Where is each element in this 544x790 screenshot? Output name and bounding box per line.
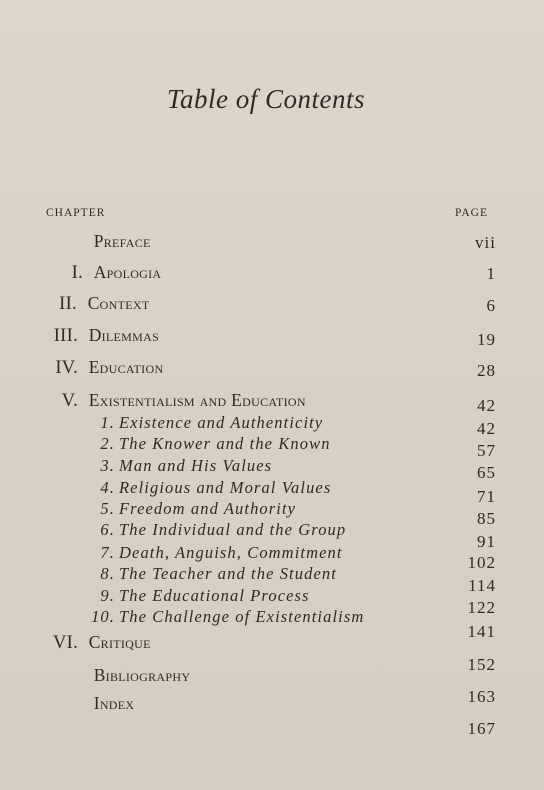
toc-subentry (83, 607, 364, 627)
subentry-title: Man and His Values (119, 456, 273, 475)
toc-subentry (83, 543, 343, 563)
toc-subentry (83, 478, 331, 498)
page-number: 114 (468, 576, 496, 595)
page-number: 57 (477, 441, 496, 460)
page-number: 85 (477, 509, 496, 528)
chapter-numeral: IV. (55, 358, 78, 378)
chapter-title: Context (87, 293, 150, 313)
chapter-title: Apologia (93, 262, 162, 282)
page-number: 28 (477, 361, 496, 380)
chapter-numeral: III. (53, 326, 78, 346)
page-number: 141 (467, 622, 496, 641)
page-number: 163 (467, 687, 496, 706)
toc-entry-apologia (36, 262, 161, 284)
chapter-title: Education (88, 357, 164, 377)
chapter-numeral: II. (59, 294, 77, 314)
toc-subentry (83, 499, 296, 519)
toc-subentry (83, 456, 272, 476)
subentry-number: 3. (100, 456, 115, 475)
chapter-title: Bibliography (93, 665, 191, 685)
subentry-number: 9. (100, 586, 115, 605)
page-number: 6 (486, 296, 496, 315)
subentry-title: Existence and Authenticity (119, 413, 324, 432)
toc-entry-bibliography (36, 665, 190, 686)
subentry-title: The Challenge of Existentialism (119, 607, 365, 626)
page-number: 19 (477, 330, 496, 349)
chapter-title: Existentialism and Education (88, 390, 306, 410)
page-number: 42 (477, 396, 496, 415)
page-number: 167 (467, 719, 496, 738)
page-number: 42 (477, 419, 496, 438)
subentry-title: The Teacher and the Student (119, 564, 337, 583)
toc-entry-critique (36, 632, 151, 654)
page-number: 102 (467, 553, 496, 572)
chapter-column-header: CHAPTER (46, 207, 106, 219)
subentry-number: 10. (91, 607, 115, 626)
page-number: 91 (477, 532, 496, 551)
subentry-title: The Educational Process (119, 586, 310, 605)
subentry-number: 5. (100, 499, 115, 518)
page-number: 1 (486, 264, 496, 283)
page-number: 122 (467, 598, 496, 617)
subentry-title: Religious and Moral Values (119, 478, 332, 497)
subentry-title: Death, Anguish, Commitment (119, 543, 343, 562)
toc-subentry (83, 413, 323, 433)
page-number: 152 (467, 655, 496, 674)
toc-entry-education (36, 357, 163, 379)
toc-subentry (83, 586, 310, 606)
toc-entry-index (36, 693, 134, 714)
chapter-title: Critique (88, 632, 151, 652)
subentry-number: 4. (100, 478, 115, 497)
page-title: Table of Contents (166, 84, 366, 114)
chapter-numeral: I. (71, 263, 83, 283)
subentry-number: 8. (100, 564, 115, 583)
toc-subentry (83, 564, 337, 584)
subentry-number: 6. (100, 520, 115, 539)
toc-entry-existentialism-and-education (36, 390, 306, 412)
chapter-numeral: V. (61, 391, 78, 411)
toc-subentry (83, 434, 331, 454)
subentry-number: 7. (100, 543, 115, 562)
chapter-numeral: VI. (52, 633, 78, 653)
chapter-title: Dilemmas (88, 325, 160, 345)
page-column-header: PAGE (455, 207, 488, 219)
subentry-number: 1. (100, 413, 115, 432)
page-number: vii (475, 233, 496, 252)
chapter-title: Preface (93, 231, 151, 251)
chapter-title: Index (93, 693, 135, 713)
subentry-title: The Individual and the Group (119, 520, 347, 539)
toc-entry-dilemmas (36, 325, 159, 347)
toc-entry-context (36, 293, 149, 315)
subentry-title: The Knower and the Known (119, 434, 331, 453)
subentry-title: Freedom and Authority (119, 499, 297, 518)
subentry-number: 2. (100, 434, 115, 453)
page-number: 65 (477, 463, 496, 482)
page-number: 71 (477, 487, 496, 506)
toc-subentry (83, 520, 346, 540)
toc-entry-preface (36, 231, 151, 252)
